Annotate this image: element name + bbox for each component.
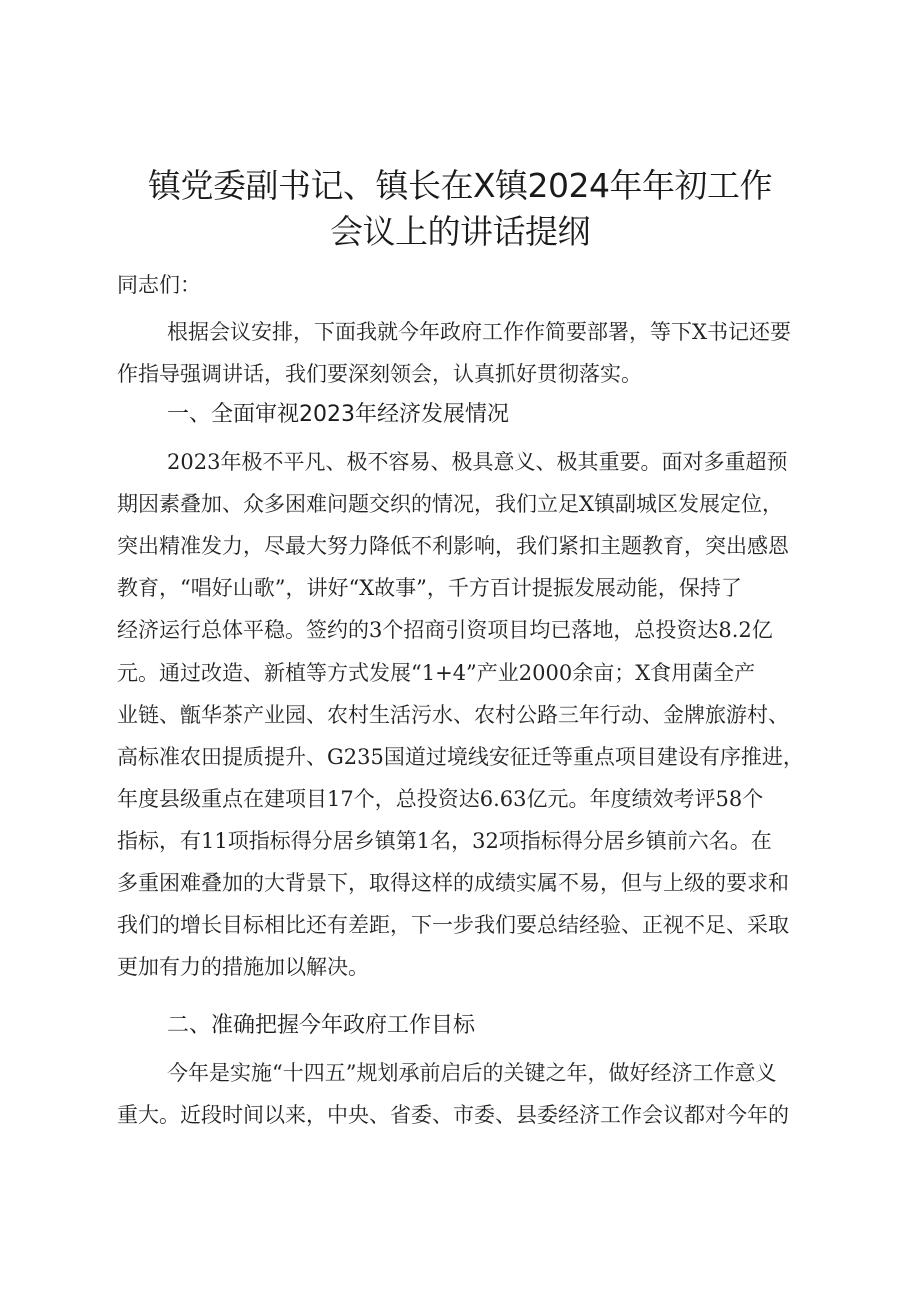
section-1-line: 年度县级重点在建项目17个，总投资达6.63亿元。年度绩效考评58个 [117,787,764,811]
intro-line: 作指导强调讲话，我们要深刻领会，认真抓好贯彻落实。 [117,362,642,386]
section-1-line: 教育，“唱好山歌”，讲好“X故事”，千方百计提振发展动能，保持了 [117,576,742,600]
document-title-line-2: 会议上的讲话提纲 [330,212,590,251]
section-1-line: 业链、甑华茶产业园、农村生活污水、农村公路三年行动、金牌旅游村、 [117,703,789,727]
section-1-heading: 一、全面审视2023年经济发展情况 [167,402,509,427]
section-1-line: 期因素叠加、众多困难问题交织的情况，我们立足X镇副城区发展定位， [117,492,783,516]
section-1-line: 元。通过改造、新植等方式发展“1+4”产业2000余亩；X食用菌全产 [117,661,756,685]
section-1-line: 更加有力的措施加以解决。 [117,955,369,979]
intro-line: 根据会议安排，下面我就今年政府工作作简要部署，等下X书记还要 [167,320,791,344]
section-1-line: 高标准农田提质提升、G235国道过境线安征迁等重点项目建设有序推进， [117,745,804,769]
section-1-line: 我们的增长目标相比还有差距，下一步我们要总结经验、正视不足、采取 [117,913,789,937]
section-1-line: 突出精准发力，尽最大努力降低不利影响，我们紧扣主题教育，突出感恩 [117,534,789,558]
section-2-line: 今年是实施“十四五”规划承前启后的关键之年，做好经济工作意义 [167,1061,777,1085]
salutation: 同志们： [117,273,201,297]
section-2-line: 重大。近段时间以来，中央、省委、市委、县委经济工作会议都对今年的 [117,1103,789,1127]
section-2-heading: 二、准确把握今年政府工作目标 [167,1013,476,1038]
document-title-line-1: 镇党委副书记、镇长在X镇2024年年初工作 [147,166,773,205]
section-1-line: 多重困难叠加的大背景下，取得这样的成绩实属不易，但与上级的要求和 [117,871,789,895]
section-1-line: 2023年极不平凡、极不容易、极具意义、极其重要。面对多重超预 [167,450,788,474]
section-1-line: 指标，有11项指标得分居乡镇第1名，32项指标得分居乡镇前六名。在 [117,829,772,853]
section-1-line: 经济运行总体平稳。签约的3个招商引资项目均已落地，总投资达8.2亿 [117,618,773,642]
